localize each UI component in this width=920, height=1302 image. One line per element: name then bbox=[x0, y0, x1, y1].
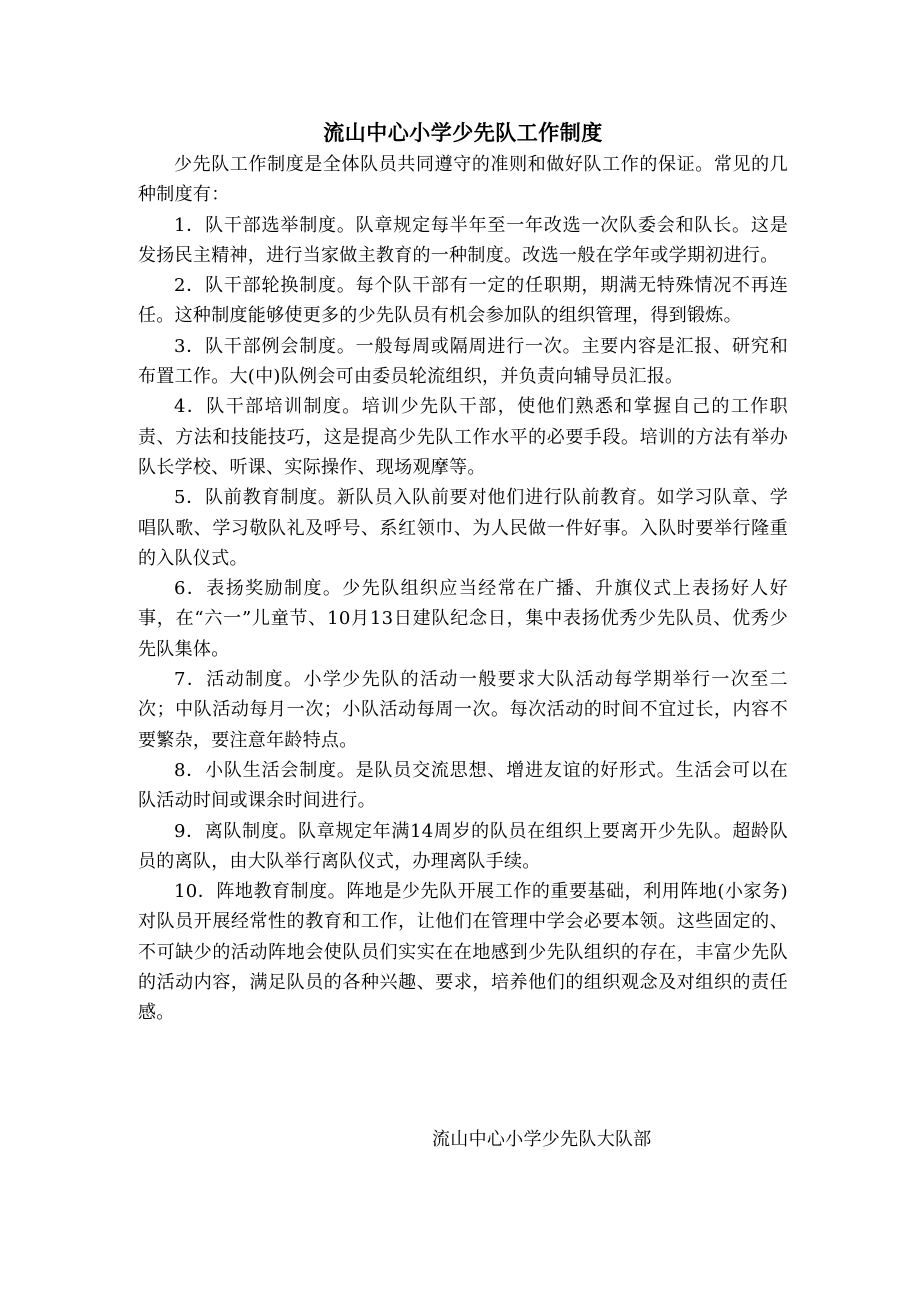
rule-paragraph-5: 5．队前教育制度。新队员入队前要对他们进行队前教育。如学习队章、学唱队歌、学习敬队礼及呼号、系红领巾、为人民做一件好事。入队时要举行隆重的入队仪式。 bbox=[138, 487, 788, 569]
rule-paragraph-9: 9．离队制度。队章规定年满14周岁的队员在组织上要离开少先队。超龄队员的离队，由大队举行离队仪式，办理离队手续。 bbox=[138, 820, 788, 872]
rule-paragraph-1: 1．队干部选举制度。队章规定每半年至一年改选一次队委会和队长。这是发扬民主精神，进行当家做主教育的一种制度。改选一般在学年或学期初进行。 bbox=[138, 214, 788, 266]
document-body bbox=[138, 118, 788, 1029]
rule-paragraph-3: 3．队干部例会制度。一般每周或隔周进行一次。主要内容是汇报、研究和布置工作。大(中)队例会可由委员轮流组织，并负责向辅导员汇报。 bbox=[138, 335, 788, 388]
rule-paragraph-4: 4．队干部培训制度。培训少先队干部，使他们熟悉和掌握自己的工作职责、方法和技能技巧，这是提高少先队工作水平的必要手段。培训的方法有举办队长学校、听课、实际操作、现场观摩等。 bbox=[138, 396, 788, 478]
rule-paragraph-10: 10．阵地教育制度。阵地是少先队开展工作的重要基础，利用阵地(小家务)对队员开展经常性的教育和工作，让他们在管理中学会必要本领。这些固定的、不可缺少的活动阵地会使队员们实实在在地感到少先队组织的存在，丰富少先队的活动内容，满足队员的各种兴趣、要求，培养他们的组织观念及对组织的责任感。 bbox=[138, 881, 788, 1024]
document-title: 流山中心小学少先队工作制度 bbox=[323, 120, 603, 145]
intro-paragraph: 少先队工作制度是全体队员共同遵守的准则和做好队工作的保证。常见的几种制度有： bbox=[138, 154, 788, 206]
rule-paragraph-2: 2．队干部轮换制度。每个队干部有一定的任职期，期满无特殊情况不再连任。这种制度能够使更多的少先队员有机会参加队的组织管理，得到锻炼。 bbox=[138, 275, 788, 327]
rule-paragraph-6: 6．表扬奖励制度。少先队组织应当经常在广播、升旗仪式上表扬好人好事，在“六一”儿童节、10月13日建队纪念日，集中表扬优秀少先队员、优秀少先队集体。 bbox=[138, 578, 788, 660]
signature-line: 流山中心小学少先队大队部 bbox=[432, 1129, 652, 1150]
rule-paragraph-8: 8．小队生活会制度。是队员交流思想、增进友谊的好形式。生活会可以在队活动时间或课余时间进行。 bbox=[138, 759, 788, 812]
rule-paragraph-7: 7．活动制度。小学少先队的活动一般要求大队活动每学期举行一次至二次；中队活动每月一次；小队活动每周一次。每次活动的时间不宜过长，内容不要繁杂，要注意年龄特点。 bbox=[138, 669, 788, 751]
